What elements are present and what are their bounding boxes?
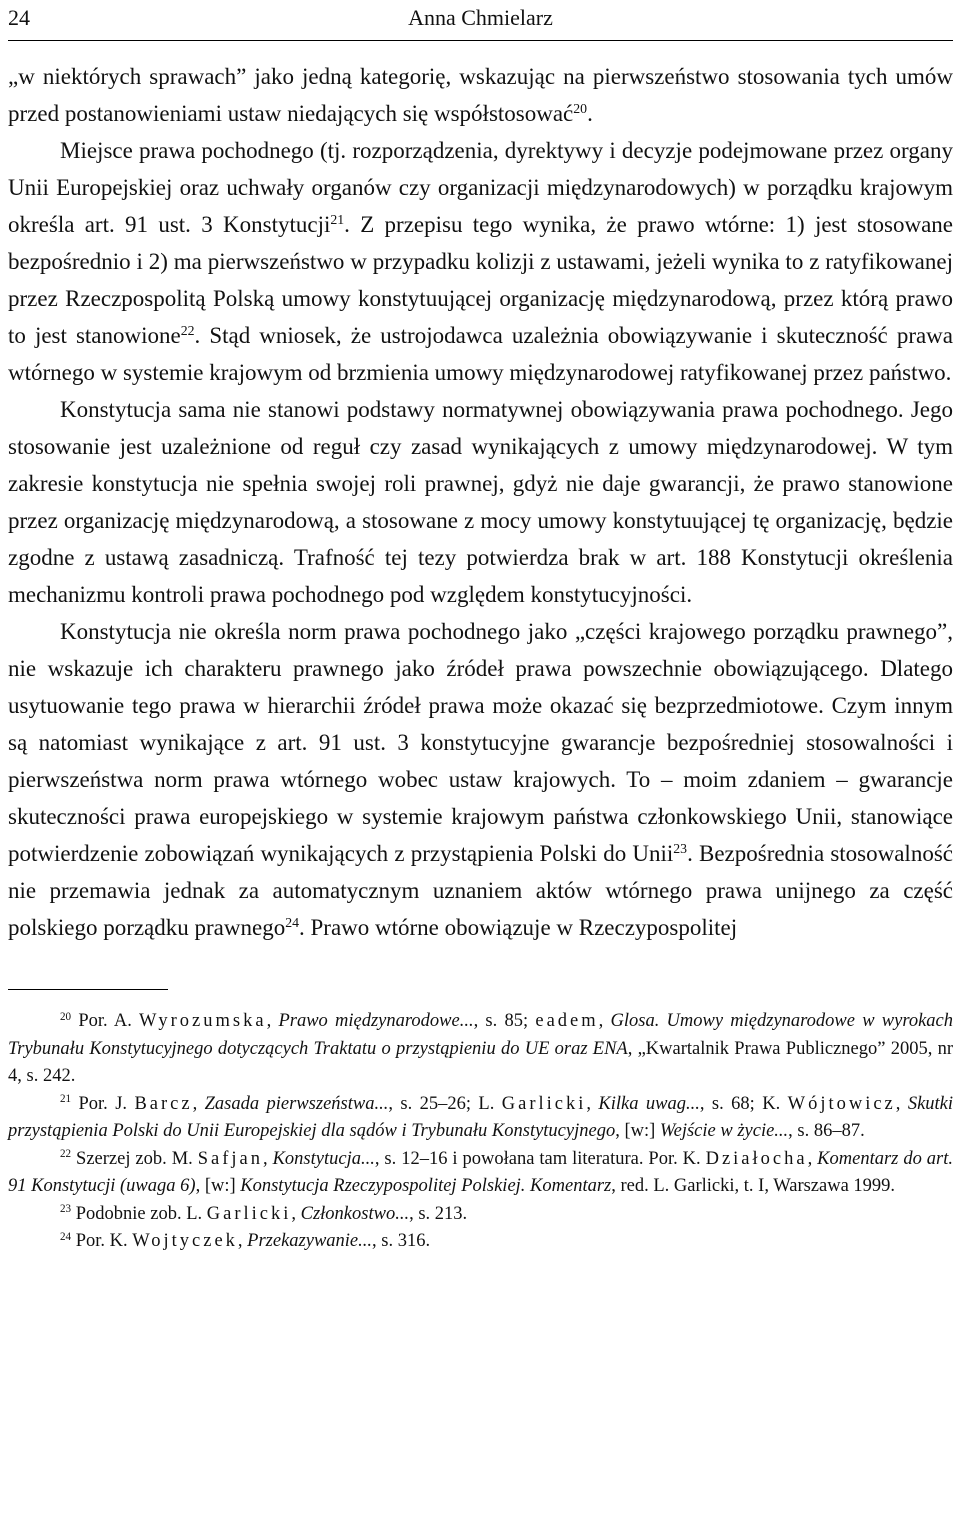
text-run: Konstytucja nie określa norm prawa pochodnego jako „części krajowego porządku prawnego”, nie wskazuje ich charakteru prawnego jako źródeł prawa powszechnie obowiązującego. Dlatego usytuowanie tego prawa w hierarchii źródeł prawa może okazać się bezprzedmiotowe. Czym innym są natomiast wynikające z art. 91 ust. 3 konstytucyjne gwarancje bezpośredniej stosowalności i pierwszeństwa norm prawa wtórnego wobec ustaw krajowych. To – moim zdaniem – gwarancje skuteczności prawa europejskiego w systemie krajowym państwa członkowskiego Unii, stanowiące potwierdzenie zobowiązań wynikających z przystąpienia Polski do Unii [8,619,953,866]
text-run: Por. J. [71,1093,135,1114]
text-run: Miejsce prawa pochodnego (tj. rozporządzenia, dyrektywy i decyzje podejmowane przez organy Unii Europejskiej oraz uchwały organów czy organizacji międzynarodowych) w porządku krajowym określa art. 91 ust. 3 Konstytucji [8,138,953,237]
text-run: . [587,101,593,126]
text-run: Konstytucja sama nie stanowi podstawy normatywnej obowiązywania prawa pochodnego. Jego stosowanie jest uzależnione od reguł czy zasad wynikających z umowy międzynarodowej. W tym zakresie konstytucja nie spełnia swojej roli prawnej, gdyż nie daje gwarancji, że prawo stanowione przez organizację międzynarodową, a stosowane z mocy umowy konstytuującej tę organizację, będzie zgodne z ustawą zasadniczą. Trafność tej tezy potwierdza brak w art. 188 Konstytucji określenia mechanizmu kontroli prawa pochodnego pod względem konstytucyjności. [8,397,953,607]
italic-title: Członkostwo... [300,1203,410,1224]
text-run: , [w:] [615,1121,660,1141]
paragraph-4 [8,613,953,946]
footnote-ref: 22 [60,1148,72,1161]
italic-title: Prawo międzynarodowe... [278,1011,474,1031]
text-run: , red. L. Garlicki, t. I, Warszawa 1999. [611,1176,896,1196]
text-run: , s. 85; [473,1011,536,1031]
footnote-ref: 21 [60,1093,72,1106]
footnote-24 [8,1228,953,1256]
italic-title: Zasada pierwszeństwa... [204,1093,389,1114]
paragraph-2 [8,132,953,391]
text-run: , s. 12–16 i powołana tam literatura. Por. K. [374,1148,706,1169]
text-run: , [598,1011,611,1031]
text-run: , s. 25–26; L. [388,1093,502,1114]
footnote-22 [8,1146,953,1201]
footnote-ref: 24 [60,1230,72,1243]
footnote-separator [8,989,168,990]
text-run: , [w:] [195,1176,241,1196]
text-run: , s. 68; K. [699,1093,788,1114]
text-run: . Stąd wniosek, że ustrojodawca uzależnia obowiązywanie i skuteczność prawa wtórnego w systemie krajowym od brzmienia umowy międzynarodowej ratyfikowanej przez państwo. [8,323,954,385]
text-run: , s. 86–87. [788,1121,865,1141]
text-run: , [807,1148,818,1169]
footnote-ref: 21 [330,212,345,228]
text-run: . Prawo wtórne obowiązuje w Rzeczypospolitej [299,915,738,940]
author-name: Barcz [134,1093,193,1114]
text-run: Podobnie zob. L. [71,1203,207,1224]
footnote-ref: 24 [285,915,299,931]
page-number: 24 [8,5,30,30]
author-name: Safjan [197,1148,264,1169]
italic-title: Wejście w życie... [659,1121,789,1141]
italic-title: Konstytucja... [272,1148,375,1169]
text-run: , [895,1093,908,1114]
italic-title: Konstytucja Rzeczypospolitej Polskiej. Komentarz [240,1176,612,1196]
text-run: Szerzej zob. M. [71,1148,198,1169]
footnote-20 [8,1008,953,1091]
footnote-ref: 20 [60,1010,72,1023]
text-run: Por. K. [71,1231,133,1251]
text-run: , [291,1203,301,1224]
footnote-ref: 23 [673,841,688,857]
italic-title: Przekazywanie... [247,1231,373,1251]
footnote-21 [8,1091,953,1146]
italic-title: Komentarz do art. 91 Konstytucji (uwaga 6) [8,1148,953,1196]
text-run: „w niektórych sprawach” jako jedną kategorię, wskazując na pierwszeństwo stosowania tych umów przed postanowieniami ustaw niedających się współstosować [8,64,953,126]
author-name: Wójtowicz [787,1093,896,1114]
text-run: , [192,1093,205,1114]
footnote-23 [8,1201,953,1229]
author-name: Garlicki [501,1093,587,1114]
author-name: Działocha [705,1148,808,1169]
italic-title: Skutki przystąpienia Polski do Unii Europejskiej dla sądów i Trybunału Konstytucyjnego [8,1093,954,1141]
page [8,0,953,1256]
text-run: . Bezpośrednia stosowalność nie przemawia jednak za automatycznym uznaniem aktów wtórnego prawa unijnego za część polskiego porządku prawnego [8,841,953,940]
italic-title: Glosa. Umowy międzynarodowe w wyrokach Trybunału Konstytucyjnego dotyczących Traktatu o przystąpieniu do UE oraz ENA [8,1011,954,1059]
footnote-ref: 20 [573,101,588,117]
body-text [8,58,953,946]
footnotes [8,1008,953,1256]
running-title: Anna Chmielarz [408,5,553,30]
footnote-ref: 23 [60,1203,72,1216]
author-name: eadem [535,1011,599,1031]
paragraph-3 [8,391,953,613]
paragraph-1 [8,58,953,132]
footnote-ref: 22 [180,323,195,339]
running-header [8,0,953,41]
author-name: Wojtyczek [132,1231,238,1251]
text-run: , [586,1093,599,1114]
text-run: , „Kwartalnik Prawa Publicznego” 2005, nr 4, s. 242. [8,1038,953,1086]
italic-title: Kilka uwag... [598,1093,700,1114]
text-run: Por. A. [71,1011,140,1031]
text-run: . Z przepisu tego wynika, że prawo wtórne: 1) jest stosowane bezpośrednio i 2) ma pierwszeństwo w przypadku kolizji z ustawami, jeżeli wynika to z ratyfikowanej przez Rzeczpospolitą Polską umowy konstytuującej organizację międzynarodową, przez którą prawo to jest stanowione [8,212,953,348]
text-run: , s. 213. [409,1203,468,1224]
text-run: , [237,1231,248,1251]
text-run: , s. 316. [372,1231,431,1251]
text-run: , [263,1148,273,1169]
text-run: , [266,1011,279,1031]
author-name: Garlicki [206,1203,292,1224]
author-name: Wyrozumska [139,1011,267,1031]
